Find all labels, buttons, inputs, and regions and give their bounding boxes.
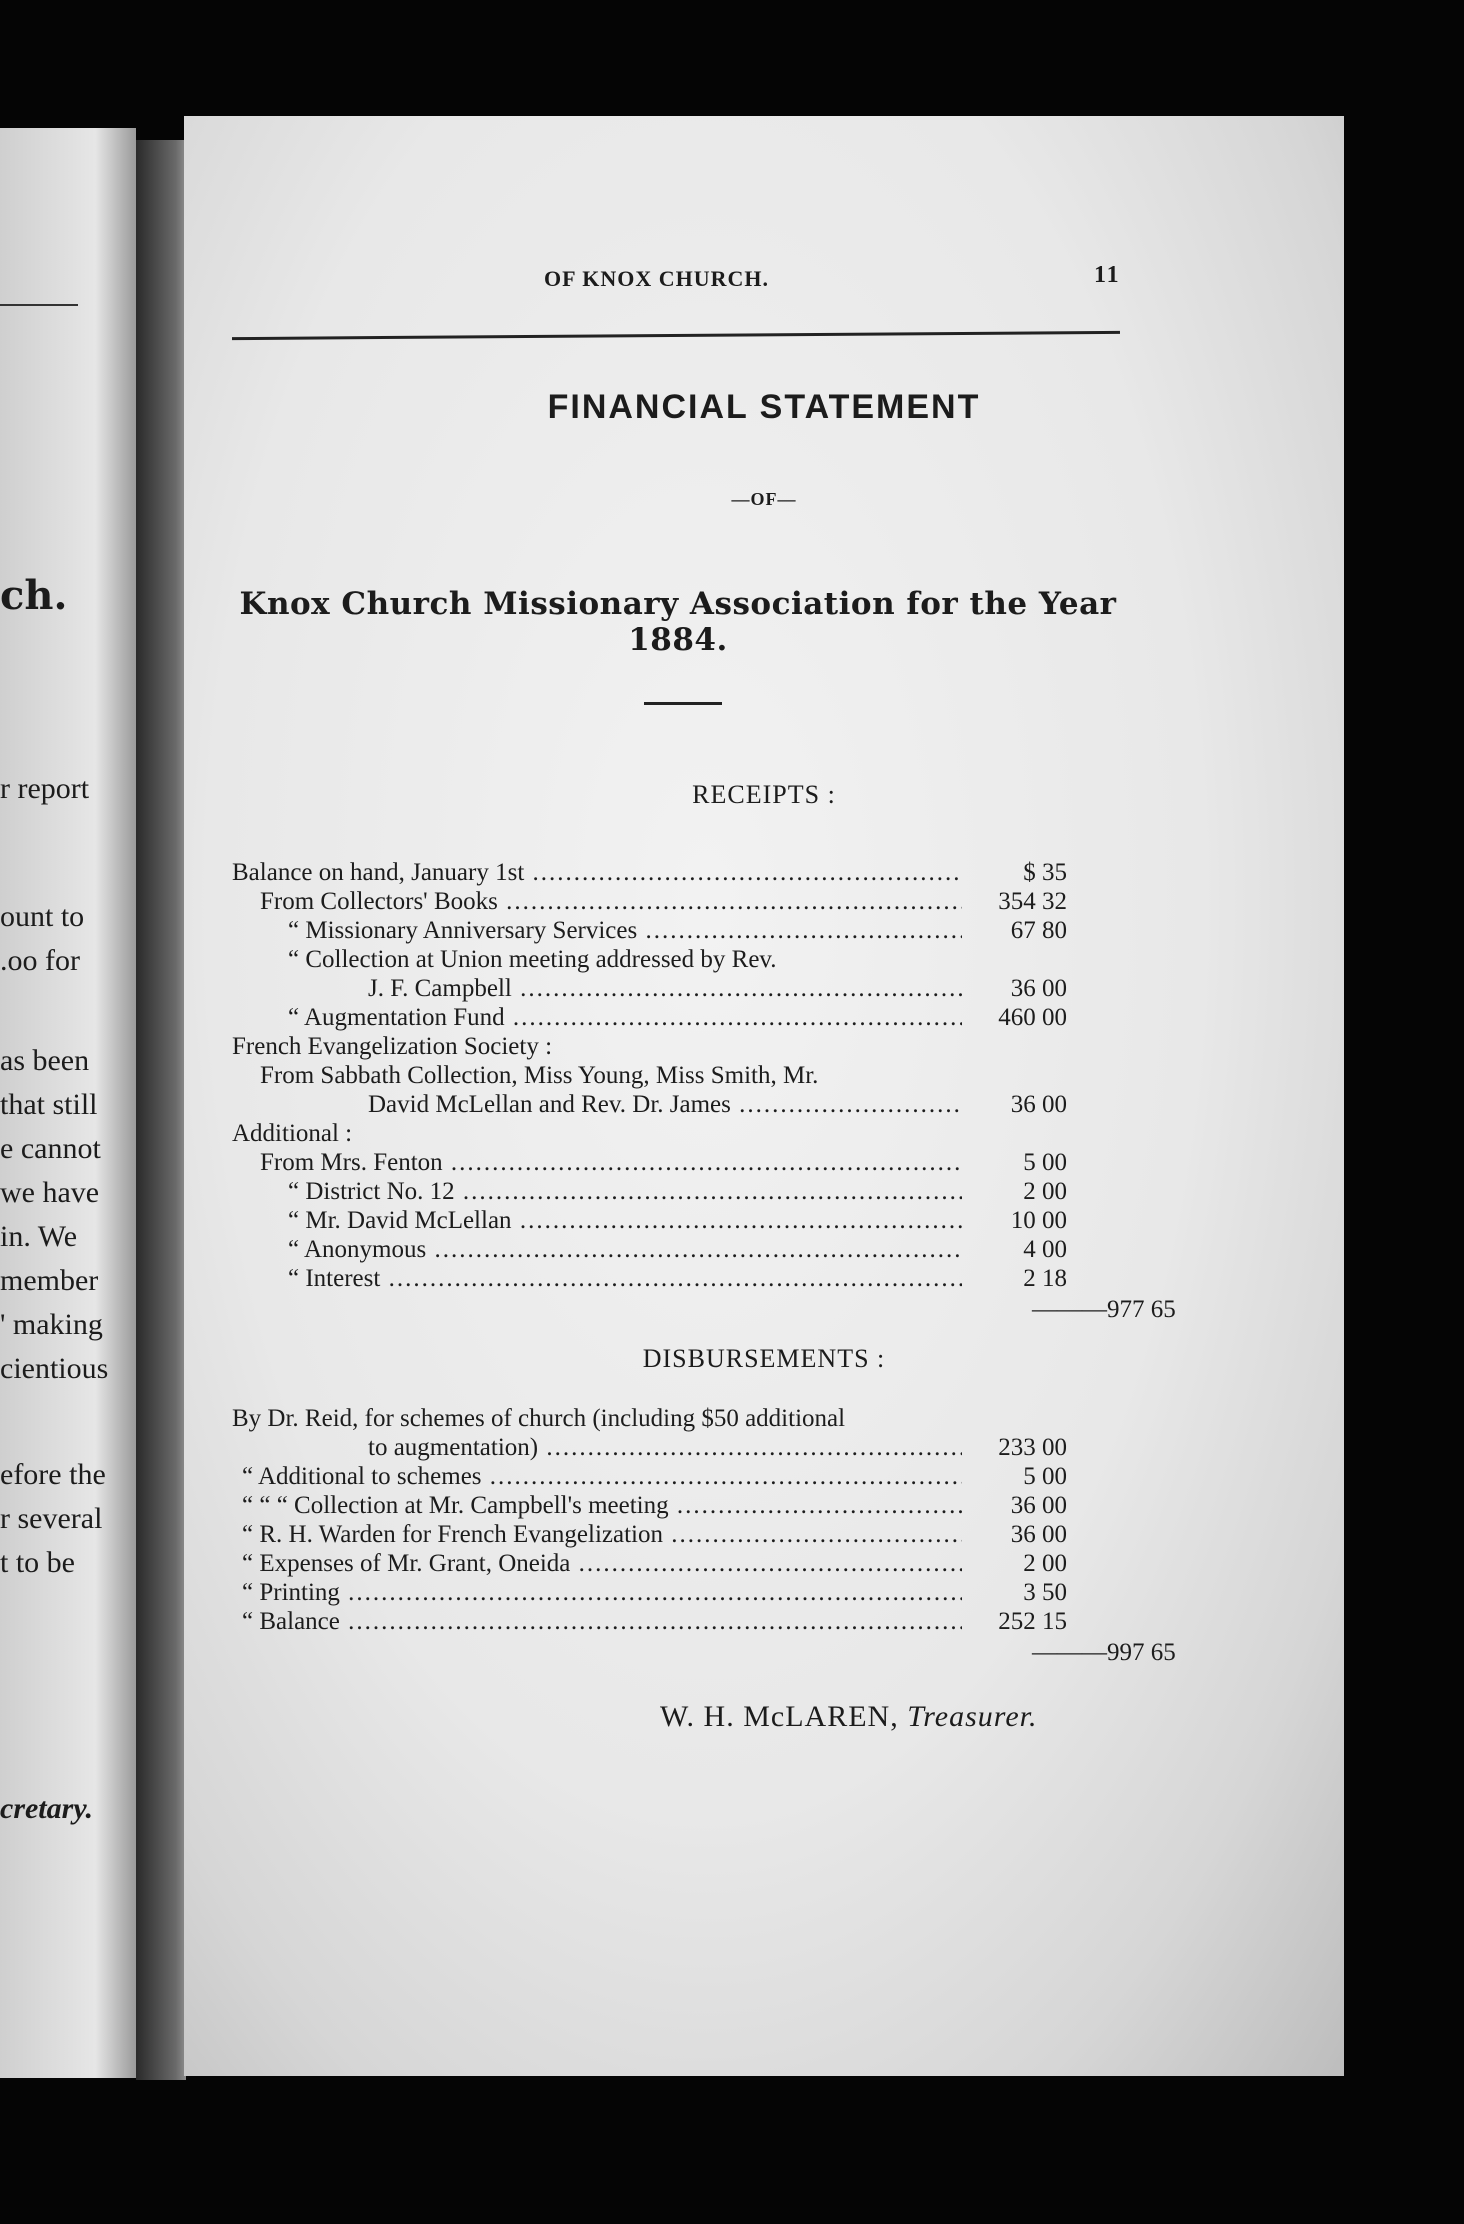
disbursements-entry (232, 1578, 1172, 1607)
left-page-fragment: r several (0, 1502, 103, 1535)
entry-text: “ Additional to schemes ..... (242, 1462, 962, 1491)
receipts-entry (232, 1264, 1172, 1293)
receipts-entry (232, 1148, 1172, 1177)
left-page-fragment: e cannot (0, 1132, 101, 1165)
entry-amount: 2 18 (1023, 1265, 1067, 1292)
running-head: OF KNOX CHURCH. (544, 266, 770, 291)
entry-text: “ Missionary Anniversary Services ..... (288, 916, 962, 945)
entry-total: ———997 65 (1032, 1639, 1176, 1666)
receipts-entry (232, 1061, 1172, 1090)
entry-amount: 36 00 (1010, 975, 1067, 1002)
page-number: 11 (1094, 262, 1121, 288)
entry-amount: 3 50 (1023, 1579, 1067, 1606)
entry-text: “ R. H. Warden for French Evangelization ..... (242, 1520, 962, 1549)
left-page-fragment: t to be (0, 1546, 75, 1579)
entry-amount: 5 00 (1023, 1149, 1067, 1176)
entry-text: to augmentation) ..... (368, 1433, 962, 1462)
book-gutter (136, 140, 186, 2080)
left-page-fragment: in. We (0, 1220, 78, 1253)
entry-text: “ District No. 12 ..... (288, 1177, 962, 1206)
left-page-fragment: we have (0, 1176, 100, 1209)
entry-text: “ Mr. David McLellan ..... (288, 1206, 962, 1235)
entry-text: French Evangelization Society : (232, 1033, 553, 1060)
receipts-list (232, 858, 1176, 1323)
entry-amount: 233 00 (998, 1434, 1067, 1461)
entry-amount: 5 00 (1023, 1463, 1067, 1490)
left-page-fragment: as been (0, 1044, 90, 1077)
left-page-fragment: r report (0, 772, 90, 805)
entry-amount: 2 00 (1023, 1550, 1067, 1577)
left-page-rule (0, 304, 78, 306)
entry-text: “ “ “ Collection at Mr. Campbell's meeting ..... (242, 1491, 962, 1520)
entry-total: ———977 65 (1032, 1296, 1176, 1323)
entry-amount: 4 00 (1023, 1236, 1067, 1263)
entry-text: “ Balance ..... (242, 1607, 962, 1636)
disbursements-entry (232, 1404, 1172, 1433)
entry-amount: 36 00 (1010, 1091, 1067, 1118)
entry-amount: 2 00 (1023, 1178, 1067, 1205)
left-page-fragment: ' making (0, 1308, 103, 1341)
receipts-entry (232, 887, 1172, 916)
receipts-entry (232, 1090, 1172, 1119)
receipts-entry (232, 945, 1172, 974)
page-title: FINANCIAL STATEMENT (547, 388, 981, 426)
left-page-fragment: ount to (0, 900, 85, 933)
receipts-entry (232, 1206, 1172, 1235)
disbursements-entry (232, 1520, 1172, 1549)
entry-amount: 460 00 (998, 1004, 1067, 1031)
receipts-entry (232, 974, 1172, 1003)
entry-text: J. F. Campbell ..... (368, 974, 962, 1003)
disbursements-entry (232, 1462, 1172, 1491)
section-divider (644, 702, 722, 705)
entry-text: Additional : (232, 1120, 353, 1147)
right-page (184, 116, 1344, 2076)
left-page-fragment: cretary. (0, 1792, 94, 1825)
receipts-entry (232, 916, 1172, 945)
entry-text: “ Printing ..... (242, 1578, 962, 1607)
left-page-fragment: member (0, 1264, 99, 1297)
entry-text: “ Expenses of Mr. Grant, Oneida ..... (242, 1549, 962, 1578)
receipts-entry (232, 1177, 1172, 1206)
entry-text: “ Augmentation Fund ..... (288, 1003, 962, 1032)
left-page-fragment: efore the (0, 1458, 106, 1491)
disbursements-entry (232, 1607, 1172, 1636)
receipts-entry (232, 1032, 1172, 1061)
disbursements-heading: DISBURSEMENTS : (642, 1344, 886, 1373)
entry-text: From Mrs. Fenton ..... (260, 1148, 962, 1177)
disbursements-entry (232, 1433, 1172, 1462)
header-rule (232, 331, 1120, 340)
entry-amount: 252 15 (998, 1608, 1067, 1635)
disbursements-entry (232, 1491, 1172, 1520)
signature (660, 1700, 1038, 1734)
entry-text: By Dr. Reid, for schemes of church (including $50 additional (232, 1405, 846, 1432)
treasurer-name: W. H. McLAREN, (660, 1700, 899, 1733)
entry-text: “ Anonymous ..... (288, 1235, 962, 1264)
page-subtitle: Knox Church Missionary Association for the Year 1884. (239, 586, 1117, 658)
receipts-heading: RECEIPTS : (692, 780, 836, 809)
entry-amount: 36 00 (1010, 1521, 1067, 1548)
entry-amount: 354 32 (998, 888, 1067, 915)
entry-text: David McLellan and Rev. Dr. James ..... (368, 1090, 962, 1119)
entry-text: “ Interest ..... (288, 1264, 962, 1293)
entry-text: From Sabbath Collection, Miss Young, Miss Smith, Mr. (260, 1062, 819, 1089)
receipts-entry (232, 1003, 1172, 1032)
treasurer-role: Treasurer. (907, 1700, 1038, 1733)
entry-text: From Collectors' Books ..... (260, 887, 962, 916)
disbursements-entry (232, 1636, 1176, 1666)
entry-amount: $ 35 (1023, 859, 1067, 886)
entry-amount: 10 00 (1010, 1207, 1067, 1234)
left-page (0, 128, 136, 2078)
entry-amount: 36 00 (1010, 1492, 1067, 1519)
left-page-fragment: cientious (0, 1352, 109, 1385)
disbursements-list (232, 1404, 1176, 1666)
disbursements-entry (232, 1549, 1172, 1578)
left-page-fragment: ch. (0, 572, 68, 619)
left-page-fragment: that still (0, 1088, 98, 1121)
receipts-entry (232, 1235, 1172, 1264)
entry-text: Balance on hand, January 1st ..... (232, 858, 962, 887)
of-line: —OF— (731, 489, 797, 509)
receipts-entry (232, 1119, 1172, 1148)
entry-text: “ Collection at Union meeting addressed by Rev. (288, 946, 777, 973)
receipts-entry (232, 858, 1172, 887)
entry-amount: 67 80 (1010, 917, 1067, 944)
receipts-entry (232, 1293, 1176, 1323)
left-page-fragment: .oo for (0, 944, 80, 977)
